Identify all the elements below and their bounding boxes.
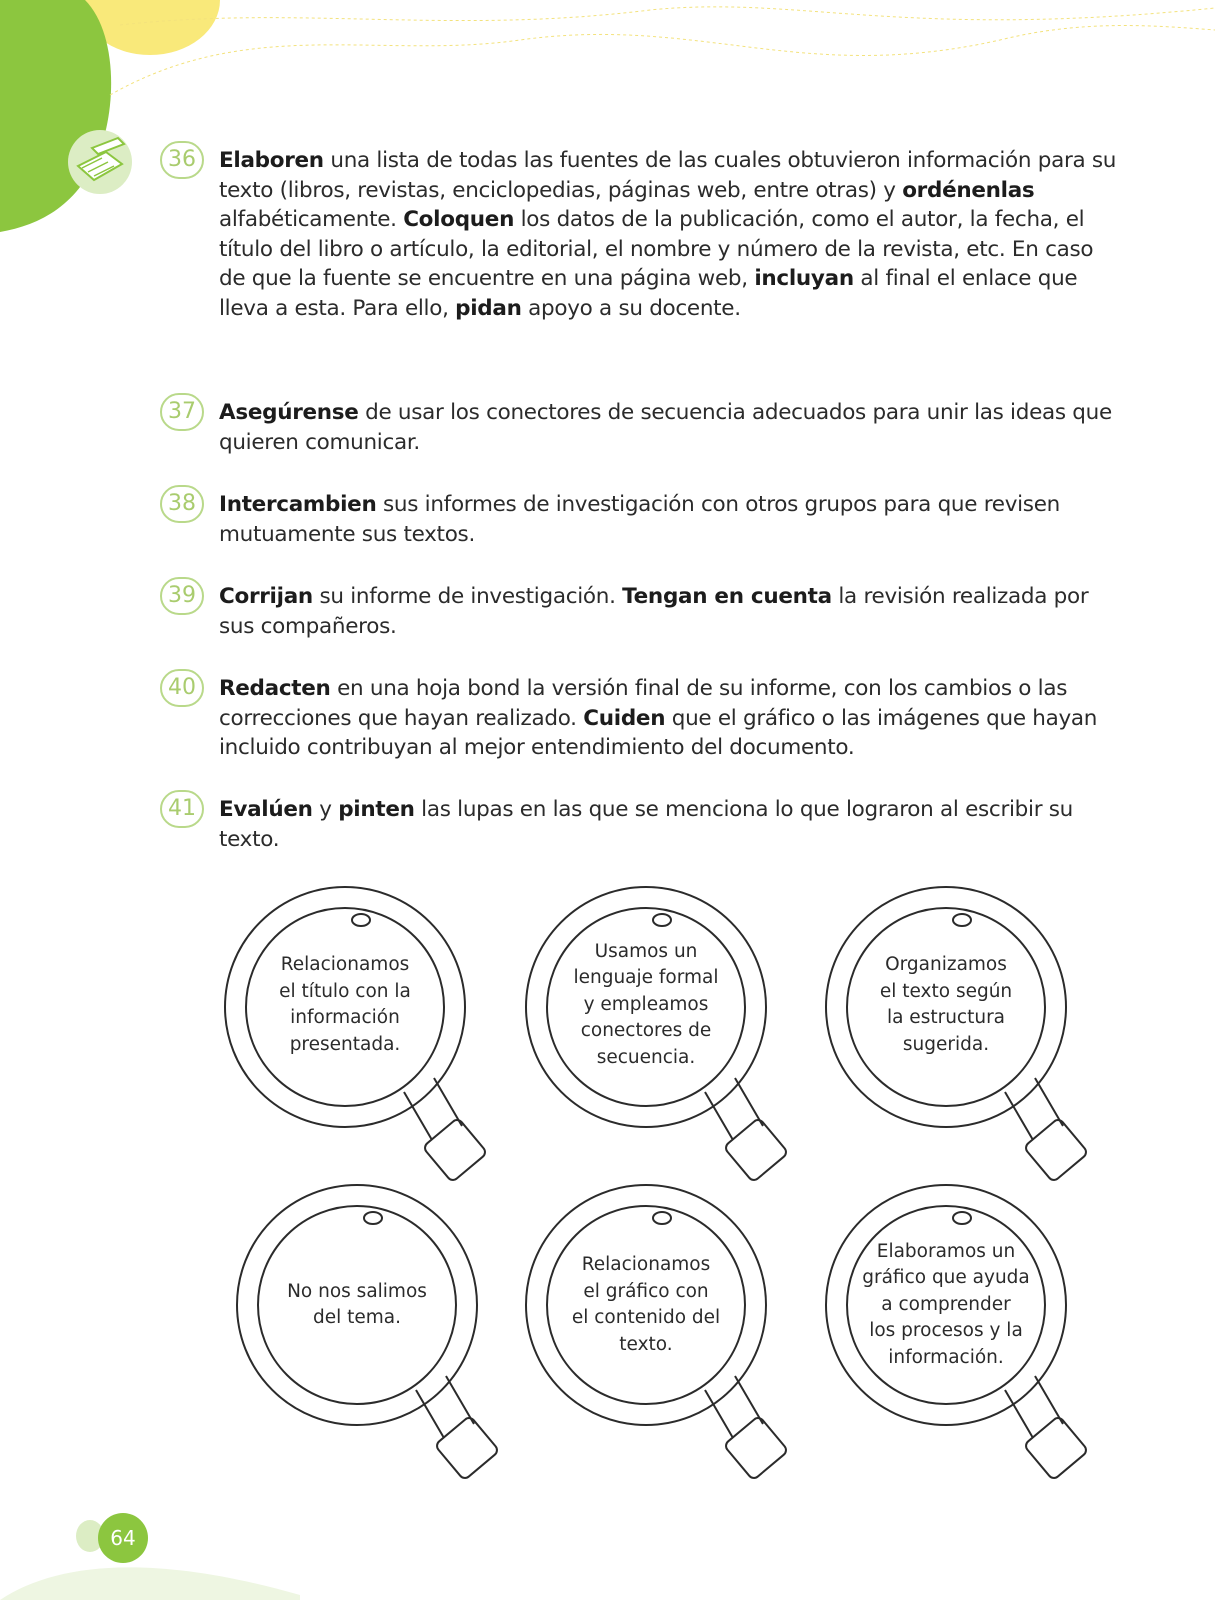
activity-text: Redacten en una hoja bond la versión final de su informe, con los cambios o las correcciones que hayan realizado. Cuiden que el gráfico o las imágenes que hayan incluido contribuyan al mejor entendimiento del documento. <box>219 676 1098 760</box>
page-number: 64 <box>98 1513 148 1563</box>
lens-label-3: Organizamos el texto según la estructura sugerida. <box>879 954 1013 1055</box>
activity-number: 41 <box>160 790 204 828</box>
activity-text: Elaboren una lista de todas las fuentes de las cuales obtuvieron información para su texto (libros, revistas, enciclopedias, páginas web, entre otras) y ordénenlas alfabéticamente. Coloquen los datos de la publicación, como el autor, la fecha, el título del libro o artículo, la editorial, el nombre y número de la revista, etc. En caso de que la fuente se encuentre en una página web, incluyan al final el enlace que lleva a esta. Para ello, pidan apoyo a su docente. <box>219 148 1117 321</box>
activity-number: 38 <box>160 485 204 523</box>
lens-label-2: Usamos un lenguaje formal y empleamos conectores de secuencia. <box>573 940 719 1068</box>
activity-number: 40 <box>160 669 204 707</box>
lens-label-1: Relacionamos el título con la información presentada. <box>279 954 411 1055</box>
activity-text: Corrijan su informe de investigación. Tengan en cuenta la revisión realizada por sus compañeros. <box>219 584 1089 639</box>
activity-text: Evalúen y pinten las lupas en las que se menciona lo que lograron al escribir su texto. <box>219 797 1073 852</box>
activity-text: Intercambien sus informes de investigación con otros grupos para que revisen mutuamente sus textos. <box>219 492 1060 547</box>
lens-label-6: Elaboramos un gráfico que ayuda a comprender los procesos y la información. <box>862 1240 1030 1368</box>
footer-decoration <box>0 1500 300 1600</box>
lens-label-5: Relacionamos el gráfico con el contenido del texto. <box>571 1254 721 1355</box>
activity-number: 36 <box>160 141 204 179</box>
lens-label-4: No nos salimos del tema. <box>287 1280 427 1328</box>
activity-text: Asegúrense de usar los conectores de secuencia adecuados para unir las ideas que quieren comunicar. <box>219 400 1112 455</box>
activity-number: 39 <box>160 577 204 615</box>
activity-number: 37 <box>160 393 204 431</box>
